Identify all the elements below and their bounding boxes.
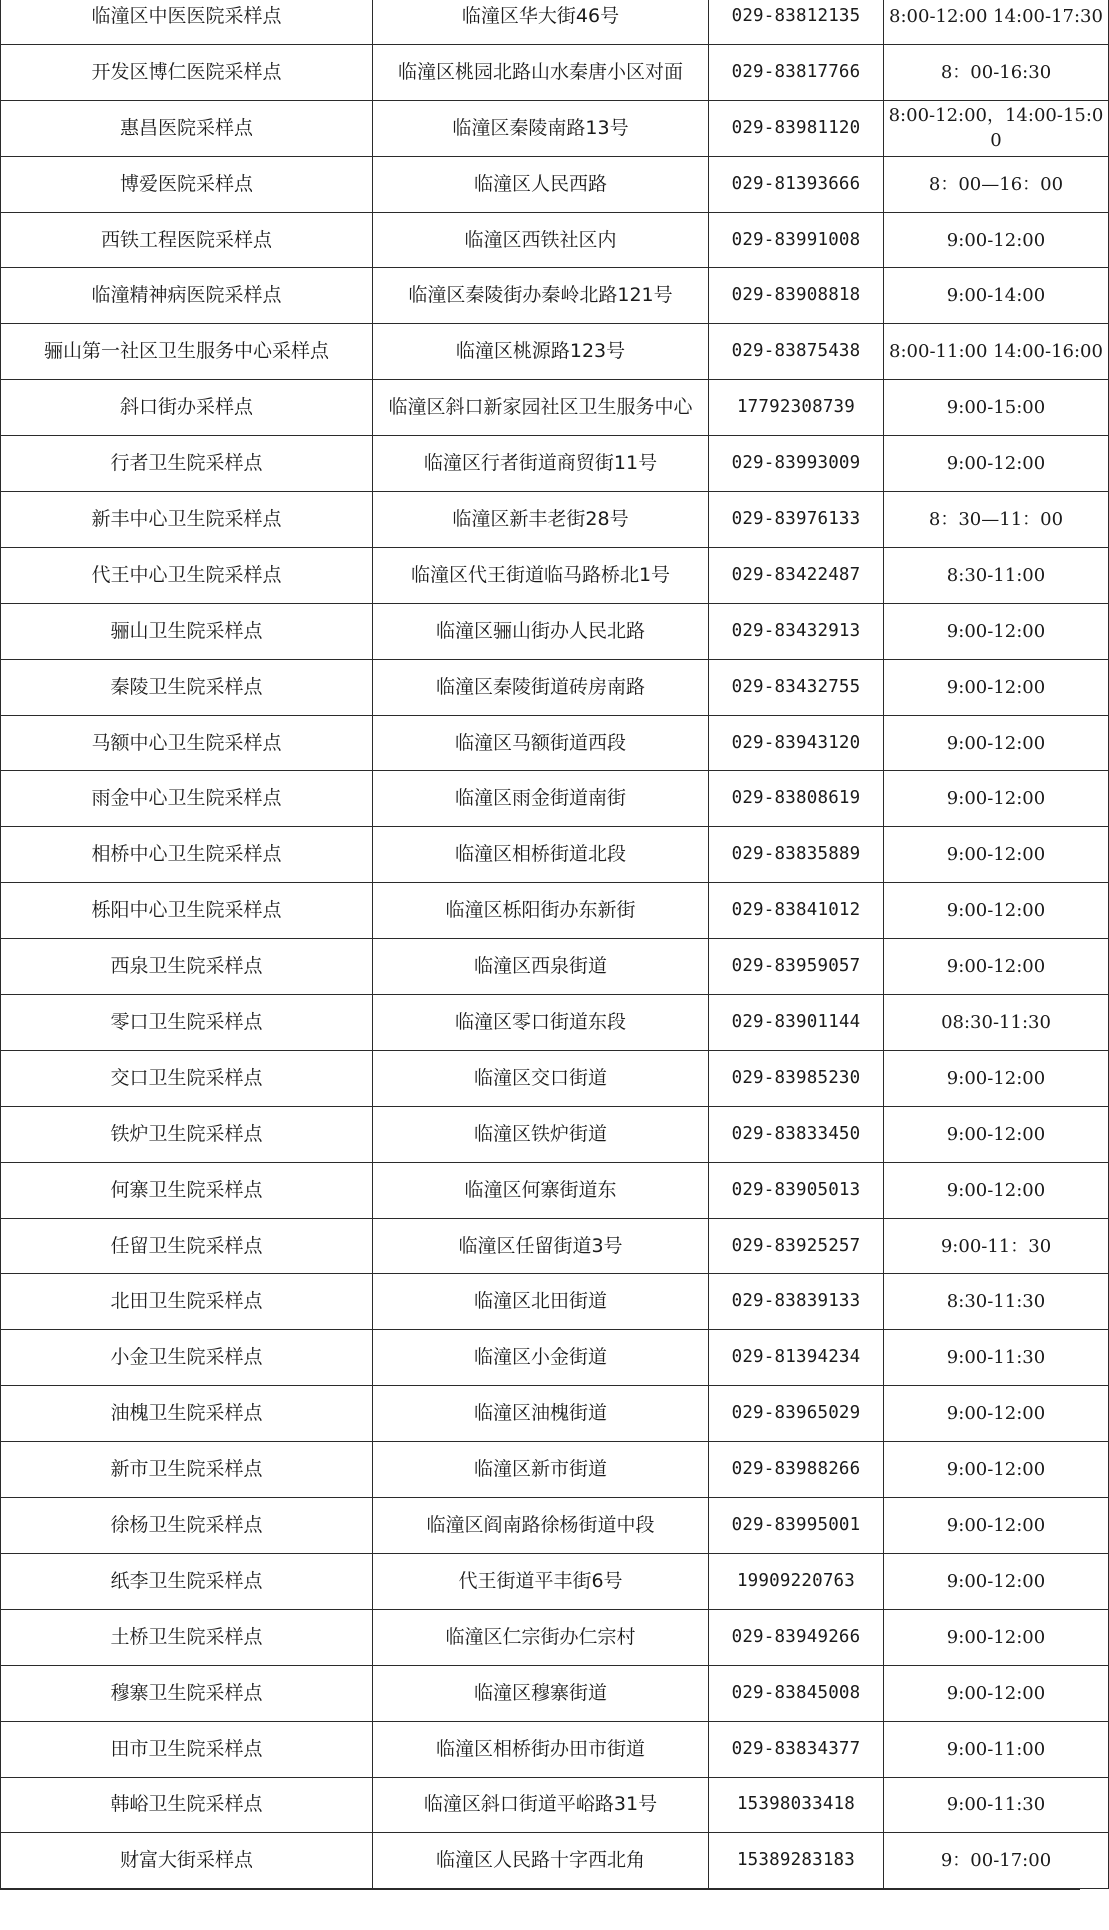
site-address-cell: 临潼区仁宗街办仁宗村 (373, 1609, 709, 1665)
site-hours-cell: 8：00—16：00 (884, 156, 1109, 212)
site-address-cell: 临潼区相桥街办田市街道 (373, 1721, 709, 1777)
site-address-cell: 临潼区任留街道3号 (373, 1218, 709, 1274)
site-phone-cell: 029-83905013 (709, 1162, 884, 1218)
site-phone-cell: 029-83995001 (709, 1498, 884, 1554)
site-phone-cell: 19909220763 (709, 1553, 884, 1609)
site-hours-cell: 9:00-12:00 (884, 1106, 1109, 1162)
site-address-cell: 临潼区西泉街道 (373, 939, 709, 995)
site-address-cell: 临潼区交口街道 (373, 1050, 709, 1106)
site-hours-cell: 9:00-12:00 (884, 715, 1109, 771)
table-row (1, 659, 1109, 715)
site-hours-cell: 9:00-11：30 (884, 1218, 1109, 1274)
site-hours-cell: 9:00-12:00 (884, 1609, 1109, 1665)
site-hours-cell: 9:00-12:00 (884, 212, 1109, 268)
table-row (1, 827, 1109, 883)
site-name-cell: 何寨卫生院采样点 (1, 1162, 373, 1218)
site-name-cell: 斜口街办采样点 (1, 380, 373, 436)
site-name-cell: 油槐卫生院采样点 (1, 1386, 373, 1442)
site-phone-cell: 029-83808619 (709, 771, 884, 827)
site-address-cell: 临潼区栎阳街办东新街 (373, 883, 709, 939)
site-phone-cell: 15398033418 (709, 1777, 884, 1833)
site-address-cell: 临潼区北田街道 (373, 1274, 709, 1330)
site-phone-cell: 029-83908818 (709, 268, 884, 324)
site-phone-cell: 029-83839133 (709, 1274, 884, 1330)
site-name-cell: 土桥卫生院采样点 (1, 1609, 373, 1665)
site-name-cell: 韩峪卫生院采样点 (1, 1777, 373, 1833)
site-hours-cell: 8：00-16:30 (884, 44, 1109, 100)
table-row (1, 1721, 1109, 1777)
site-name-cell: 北田卫生院采样点 (1, 1274, 373, 1330)
site-name-cell: 临潼精神病医院采样点 (1, 268, 373, 324)
table-row (1, 995, 1109, 1051)
site-name-cell: 代王中心卫生院采样点 (1, 547, 373, 603)
site-phone-cell: 029-83949266 (709, 1609, 884, 1665)
site-name-cell: 穆寨卫生院采样点 (1, 1665, 373, 1721)
site-address-cell: 临潼区秦陵南路13号 (373, 100, 709, 156)
site-address-cell: 临潼区零口街道东段 (373, 995, 709, 1051)
site-name-cell: 马额中心卫生院采样点 (1, 715, 373, 771)
site-phone-cell: 029-83817766 (709, 44, 884, 100)
site-hours-cell: 9:00-12:00 (884, 1665, 1109, 1721)
site-hours-cell: 9:00-14:00 (884, 268, 1109, 324)
site-address-cell: 临潼区新市街道 (373, 1442, 709, 1498)
site-hours-cell: 9:00-11:00 (884, 1721, 1109, 1777)
table-row (1, 380, 1109, 436)
site-name-cell: 临潼区中医医院采样点 (1, 0, 373, 44)
table-row (1, 492, 1109, 548)
site-address-cell: 临潼区西铁社区内 (373, 212, 709, 268)
site-phone-cell: 029-83845008 (709, 1665, 884, 1721)
site-address-cell: 临潼区桃源路123号 (373, 324, 709, 380)
site-phone-cell: 029-83991008 (709, 212, 884, 268)
site-address-cell: 临潼区新丰老街28号 (373, 492, 709, 548)
site-hours-cell: 8：30—11：00 (884, 492, 1109, 548)
site-phone-cell: 029-83993009 (709, 436, 884, 492)
site-name-cell: 西泉卫生院采样点 (1, 939, 373, 995)
site-name-cell: 田市卫生院采样点 (1, 1721, 373, 1777)
table-row (1, 1609, 1109, 1665)
site-phone-cell: 029-83959057 (709, 939, 884, 995)
site-phone-cell: 029-83988266 (709, 1442, 884, 1498)
site-name-cell: 财富大街采样点 (1, 1833, 373, 1889)
site-phone-cell: 029-83432913 (709, 603, 884, 659)
table-row (1, 771, 1109, 827)
site-name-cell: 相桥中心卫生院采样点 (1, 827, 373, 883)
site-address-cell: 代王街道平丰街6号 (373, 1553, 709, 1609)
site-phone-cell: 029-83943120 (709, 715, 884, 771)
site-address-cell: 临潼区骊山街办人民北路 (373, 603, 709, 659)
site-hours-cell: 9:00-12:00 (884, 771, 1109, 827)
site-address-cell: 临潼区桃园北路山水秦唐小区对面 (373, 44, 709, 100)
table-row (1, 436, 1109, 492)
site-name-cell: 开发区博仁医院采样点 (1, 44, 373, 100)
site-hours-cell: 9：00-17:00 (884, 1833, 1109, 1889)
site-hours-cell: 9:00-12:00 (884, 436, 1109, 492)
site-hours-cell: 08:30-11:30 (884, 995, 1109, 1051)
site-phone-cell: 029-83875438 (709, 324, 884, 380)
site-hours-cell: 9:00-12:00 (884, 1553, 1109, 1609)
table-row (1, 1665, 1109, 1721)
table-row (1, 603, 1109, 659)
table-row (1, 1833, 1109, 1889)
site-address-cell: 临潼区行者街道商贸街11号 (373, 436, 709, 492)
site-hours-cell: 9:00-12:00 (884, 827, 1109, 883)
site-phone-cell: 029-83422487 (709, 547, 884, 603)
site-address-cell: 临潼区代王街道临马路桥北1号 (373, 547, 709, 603)
site-address-cell: 临潼区雨金街道南街 (373, 771, 709, 827)
site-hours-cell: 8:00-11:00 14:00-16:00 (884, 324, 1109, 380)
site-address-cell: 临潼区铁炉街道 (373, 1106, 709, 1162)
site-phone-cell: 029-83841012 (709, 883, 884, 939)
site-name-cell: 骊山卫生院采样点 (1, 603, 373, 659)
site-hours-cell: 8:00-12:00，14:00-15:00 (884, 100, 1109, 156)
table-body (1, 0, 1109, 1889)
site-hours-cell: 9:00-12:00 (884, 1442, 1109, 1498)
site-name-cell: 骊山第一社区卫生服务中心采样点 (1, 324, 373, 380)
site-name-cell: 小金卫生院采样点 (1, 1330, 373, 1386)
site-phone-cell: 029-83432755 (709, 659, 884, 715)
site-phone-cell: 029-83901144 (709, 995, 884, 1051)
site-name-cell: 新丰中心卫生院采样点 (1, 492, 373, 548)
site-address-cell: 临潼区小金街道 (373, 1330, 709, 1386)
site-hours-cell: 9:00-12:00 (884, 1050, 1109, 1106)
table-row (1, 1442, 1109, 1498)
site-name-cell: 惠昌医院采样点 (1, 100, 373, 156)
site-address-cell: 临潼区人民路十字西北角 (373, 1833, 709, 1889)
table-row (1, 212, 1109, 268)
site-hours-cell: 9:00-11:30 (884, 1777, 1109, 1833)
site-name-cell: 雨金中心卫生院采样点 (1, 771, 373, 827)
table-continuation-edge (0, 1889, 1080, 1930)
site-address-cell: 临潼区穆寨街道 (373, 1665, 709, 1721)
table-row (1, 1162, 1109, 1218)
site-phone-cell: 17792308739 (709, 380, 884, 436)
site-hours-cell: 9:00-15:00 (884, 380, 1109, 436)
site-address-cell: 临潼区秦陵街办秦岭北路121号 (373, 268, 709, 324)
site-hours-cell: 9:00-12:00 (884, 883, 1109, 939)
site-address-cell: 临潼区人民西路 (373, 156, 709, 212)
site-address-cell: 临潼区马额街道西段 (373, 715, 709, 771)
site-phone-cell: 029-83925257 (709, 1218, 884, 1274)
site-phone-cell: 029-81393666 (709, 156, 884, 212)
site-name-cell: 交口卫生院采样点 (1, 1050, 373, 1106)
site-phone-cell: 029-83985230 (709, 1050, 884, 1106)
table-row (1, 1050, 1109, 1106)
site-name-cell: 任留卫生院采样点 (1, 1218, 373, 1274)
table-row (1, 547, 1109, 603)
site-hours-cell: 9:00-11:30 (884, 1330, 1109, 1386)
table-row (1, 156, 1109, 212)
table-row (1, 1274, 1109, 1330)
site-name-cell: 栎阳中心卫生院采样点 (1, 883, 373, 939)
site-phone-cell: 029-83976133 (709, 492, 884, 548)
site-phone-cell: 029-83965029 (709, 1386, 884, 1442)
site-address-cell: 临潼区何寨街道东 (373, 1162, 709, 1218)
table-row (1, 1218, 1109, 1274)
site-hours-cell: 8:00-12:00 14:00-17:30 (884, 0, 1109, 44)
site-phone-cell: 029-83812135 (709, 0, 884, 44)
site-phone-cell: 029-83981120 (709, 100, 884, 156)
table-row (1, 44, 1109, 100)
site-hours-cell: 9:00-12:00 (884, 1498, 1109, 1554)
table-row (1, 1777, 1109, 1833)
table-row (1, 100, 1109, 156)
site-address-cell: 临潼区斜口新家园社区卫生服务中心 (373, 380, 709, 436)
site-phone-cell: 029-83835889 (709, 827, 884, 883)
table-row (1, 715, 1109, 771)
site-address-cell: 临潼区相桥街道北段 (373, 827, 709, 883)
site-address-cell: 临潼区华大街46号 (373, 0, 709, 44)
site-name-cell: 西铁工程医院采样点 (1, 212, 373, 268)
site-address-cell: 临潼区油槐街道 (373, 1386, 709, 1442)
site-name-cell: 零口卫生院采样点 (1, 995, 373, 1051)
table-row (1, 0, 1109, 44)
site-hours-cell: 9:00-12:00 (884, 1386, 1109, 1442)
site-hours-cell: 9:00-12:00 (884, 659, 1109, 715)
site-hours-cell: 8:30-11:30 (884, 1274, 1109, 1330)
site-name-cell: 秦陵卫生院采样点 (1, 659, 373, 715)
site-name-cell: 行者卫生院采样点 (1, 436, 373, 492)
site-phone-cell: 15389283183 (709, 1833, 884, 1889)
site-name-cell: 铁炉卫生院采样点 (1, 1106, 373, 1162)
table-row (1, 939, 1109, 995)
site-name-cell: 博爱医院采样点 (1, 156, 373, 212)
site-name-cell: 徐杨卫生院采样点 (1, 1498, 373, 1554)
site-address-cell: 临潼区阎南路徐杨街道中段 (373, 1498, 709, 1554)
site-name-cell: 纸李卫生院采样点 (1, 1553, 373, 1609)
site-hours-cell: 9:00-12:00 (884, 939, 1109, 995)
table-row (1, 1553, 1109, 1609)
site-phone-cell: 029-83834377 (709, 1721, 884, 1777)
site-hours-cell: 8:30-11:00 (884, 547, 1109, 603)
site-phone-cell: 029-81394234 (709, 1330, 884, 1386)
table-row (1, 1498, 1109, 1554)
site-address-cell: 临潼区秦陵街道砖房南路 (373, 659, 709, 715)
table-row (1, 1330, 1109, 1386)
site-hours-cell: 9:00-12:00 (884, 603, 1109, 659)
table-row (1, 1106, 1109, 1162)
site-address-cell: 临潼区斜口街道平峪路31号 (373, 1777, 709, 1833)
table-row (1, 324, 1109, 380)
site-phone-cell: 029-83833450 (709, 1106, 884, 1162)
site-name-cell: 新市卫生院采样点 (1, 1442, 373, 1498)
table-row (1, 1386, 1109, 1442)
table-row (1, 883, 1109, 939)
table-row (1, 268, 1109, 324)
site-hours-cell: 9:00-12:00 (884, 1162, 1109, 1218)
